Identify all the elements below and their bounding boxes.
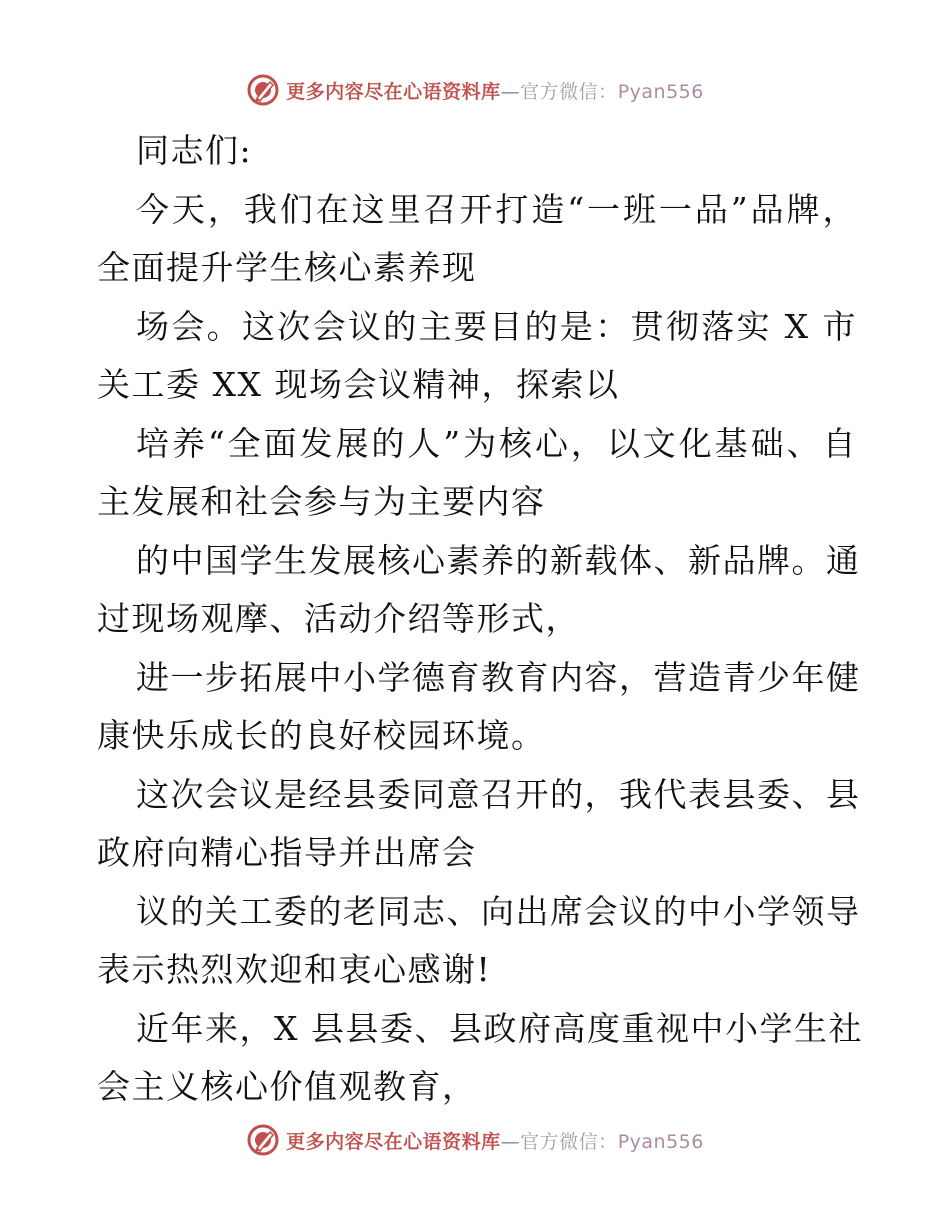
paragraph-line: 进一步拓展中小学德育教育内容，营造青少年健 (136, 657, 861, 697)
pen-logo-icon (246, 73, 280, 107)
header-separator: — (500, 80, 521, 103)
footer-wechat-id: Pyan556 (617, 1130, 704, 1153)
header-wechat-label: 官方微信： (520, 80, 618, 103)
footer-separator: — (500, 1130, 521, 1153)
salutation: 同志们: (136, 131, 253, 170)
paragraph-line: 这次会议是经县委同意召开的，我代表县委、县 (136, 774, 861, 814)
footer-site-name: 更多内容尽在心语资料库 (286, 1130, 501, 1153)
paragraph-line: 康快乐成长的良好校园环境。 (97, 716, 546, 755)
paragraph-line: 主发展和社会参与为主要内容 (97, 482, 546, 521)
paragraph-line: 近年来，X 县县委、县政府高度重视中小学生社 (136, 1008, 863, 1048)
paragraph-line: 过现场观摩、活动介绍等形式， (97, 599, 580, 638)
paragraph-line: 议的关工委的老同志、向出席会议的中小学领导 (136, 891, 861, 931)
paragraph-line: 表示热烈欢迎和衷心感谢! (97, 950, 492, 989)
paragraph-line: 全面提升学生核心素养现 (97, 248, 477, 287)
document-body (97, 122, 863, 1117)
header-wechat-id: Pyan556 (617, 80, 704, 103)
header-banner (0, 70, 950, 110)
paragraph-line: 关工委 XX 现场会议精神，探索以 (97, 365, 620, 404)
pen-logo-icon (246, 1123, 280, 1157)
footer-banner (0, 1120, 950, 1160)
paragraph-line: 政府向精心指导并出席会 (97, 833, 477, 872)
paragraph-line: 会主义核心价值观教育， (97, 1067, 477, 1106)
paragraph-line: 今天，我们在这里召开打造“一班一品”品牌， (136, 189, 857, 229)
paragraph-line: 场会。这次会议的主要目的是：贯彻落实 X 市 (136, 306, 857, 346)
footer-banner-text (286, 1127, 704, 1154)
footer-wechat-label: 官方微信： (520, 1130, 618, 1153)
paragraph-line: 培养“全面发展的人”为核心，以文化基础、自 (136, 423, 857, 463)
header-site-name: 更多内容尽在心语资料库 (286, 80, 501, 103)
paragraph-line: 的中国学生发展核心素养的新载体、新品牌。通 (136, 540, 861, 580)
header-banner-text (286, 77, 704, 104)
